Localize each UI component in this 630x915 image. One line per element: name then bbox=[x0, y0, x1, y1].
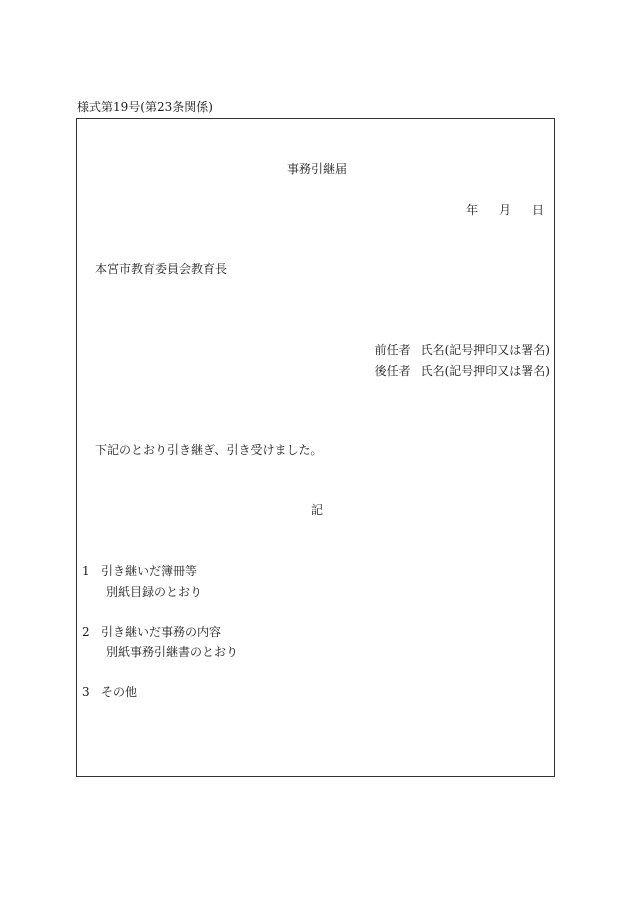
signature-line-successor bbox=[375, 365, 550, 386]
item-3 bbox=[82, 686, 137, 698]
item-2-detail: 別紙事務引継書のとおり bbox=[106, 645, 239, 659]
date-year-label: 年 bbox=[466, 203, 479, 217]
date-month-label: 月 bbox=[499, 203, 512, 217]
item-number: 1 bbox=[82, 564, 90, 578]
item-number: 3 bbox=[82, 685, 90, 699]
signature-block bbox=[375, 344, 550, 386]
addressee: 本宮市教育委員会教育長 bbox=[95, 262, 228, 276]
ki-heading: 記 bbox=[311, 503, 324, 517]
form-number-label: 様式第19号(第23条関係) bbox=[77, 100, 213, 114]
item-2 bbox=[82, 626, 221, 638]
signature-role: 前任者 bbox=[374, 343, 411, 357]
statement-text: 下記のとおり引き継ぎ、引き受けました。 bbox=[95, 443, 323, 457]
item-label: 引き継いだ簿冊等 bbox=[101, 564, 198, 578]
date-row bbox=[466, 204, 544, 216]
signature-field: 氏名(記号押印又は署名) bbox=[420, 364, 550, 378]
item-label: その他 bbox=[101, 685, 138, 699]
item-1-detail: 別紙目録のとおり bbox=[106, 585, 203, 599]
item-label: 引き継いだ事務の内容 bbox=[101, 625, 222, 639]
signature-line-predecessor bbox=[375, 344, 550, 365]
signature-field: 氏名(記号押印又は署名) bbox=[420, 343, 550, 357]
item-1 bbox=[82, 565, 197, 577]
document-title: 事務引継届 bbox=[287, 162, 348, 176]
date-day-label: 日 bbox=[532, 203, 545, 217]
signature-role: 後任者 bbox=[374, 364, 411, 378]
item-number: 2 bbox=[82, 625, 90, 639]
